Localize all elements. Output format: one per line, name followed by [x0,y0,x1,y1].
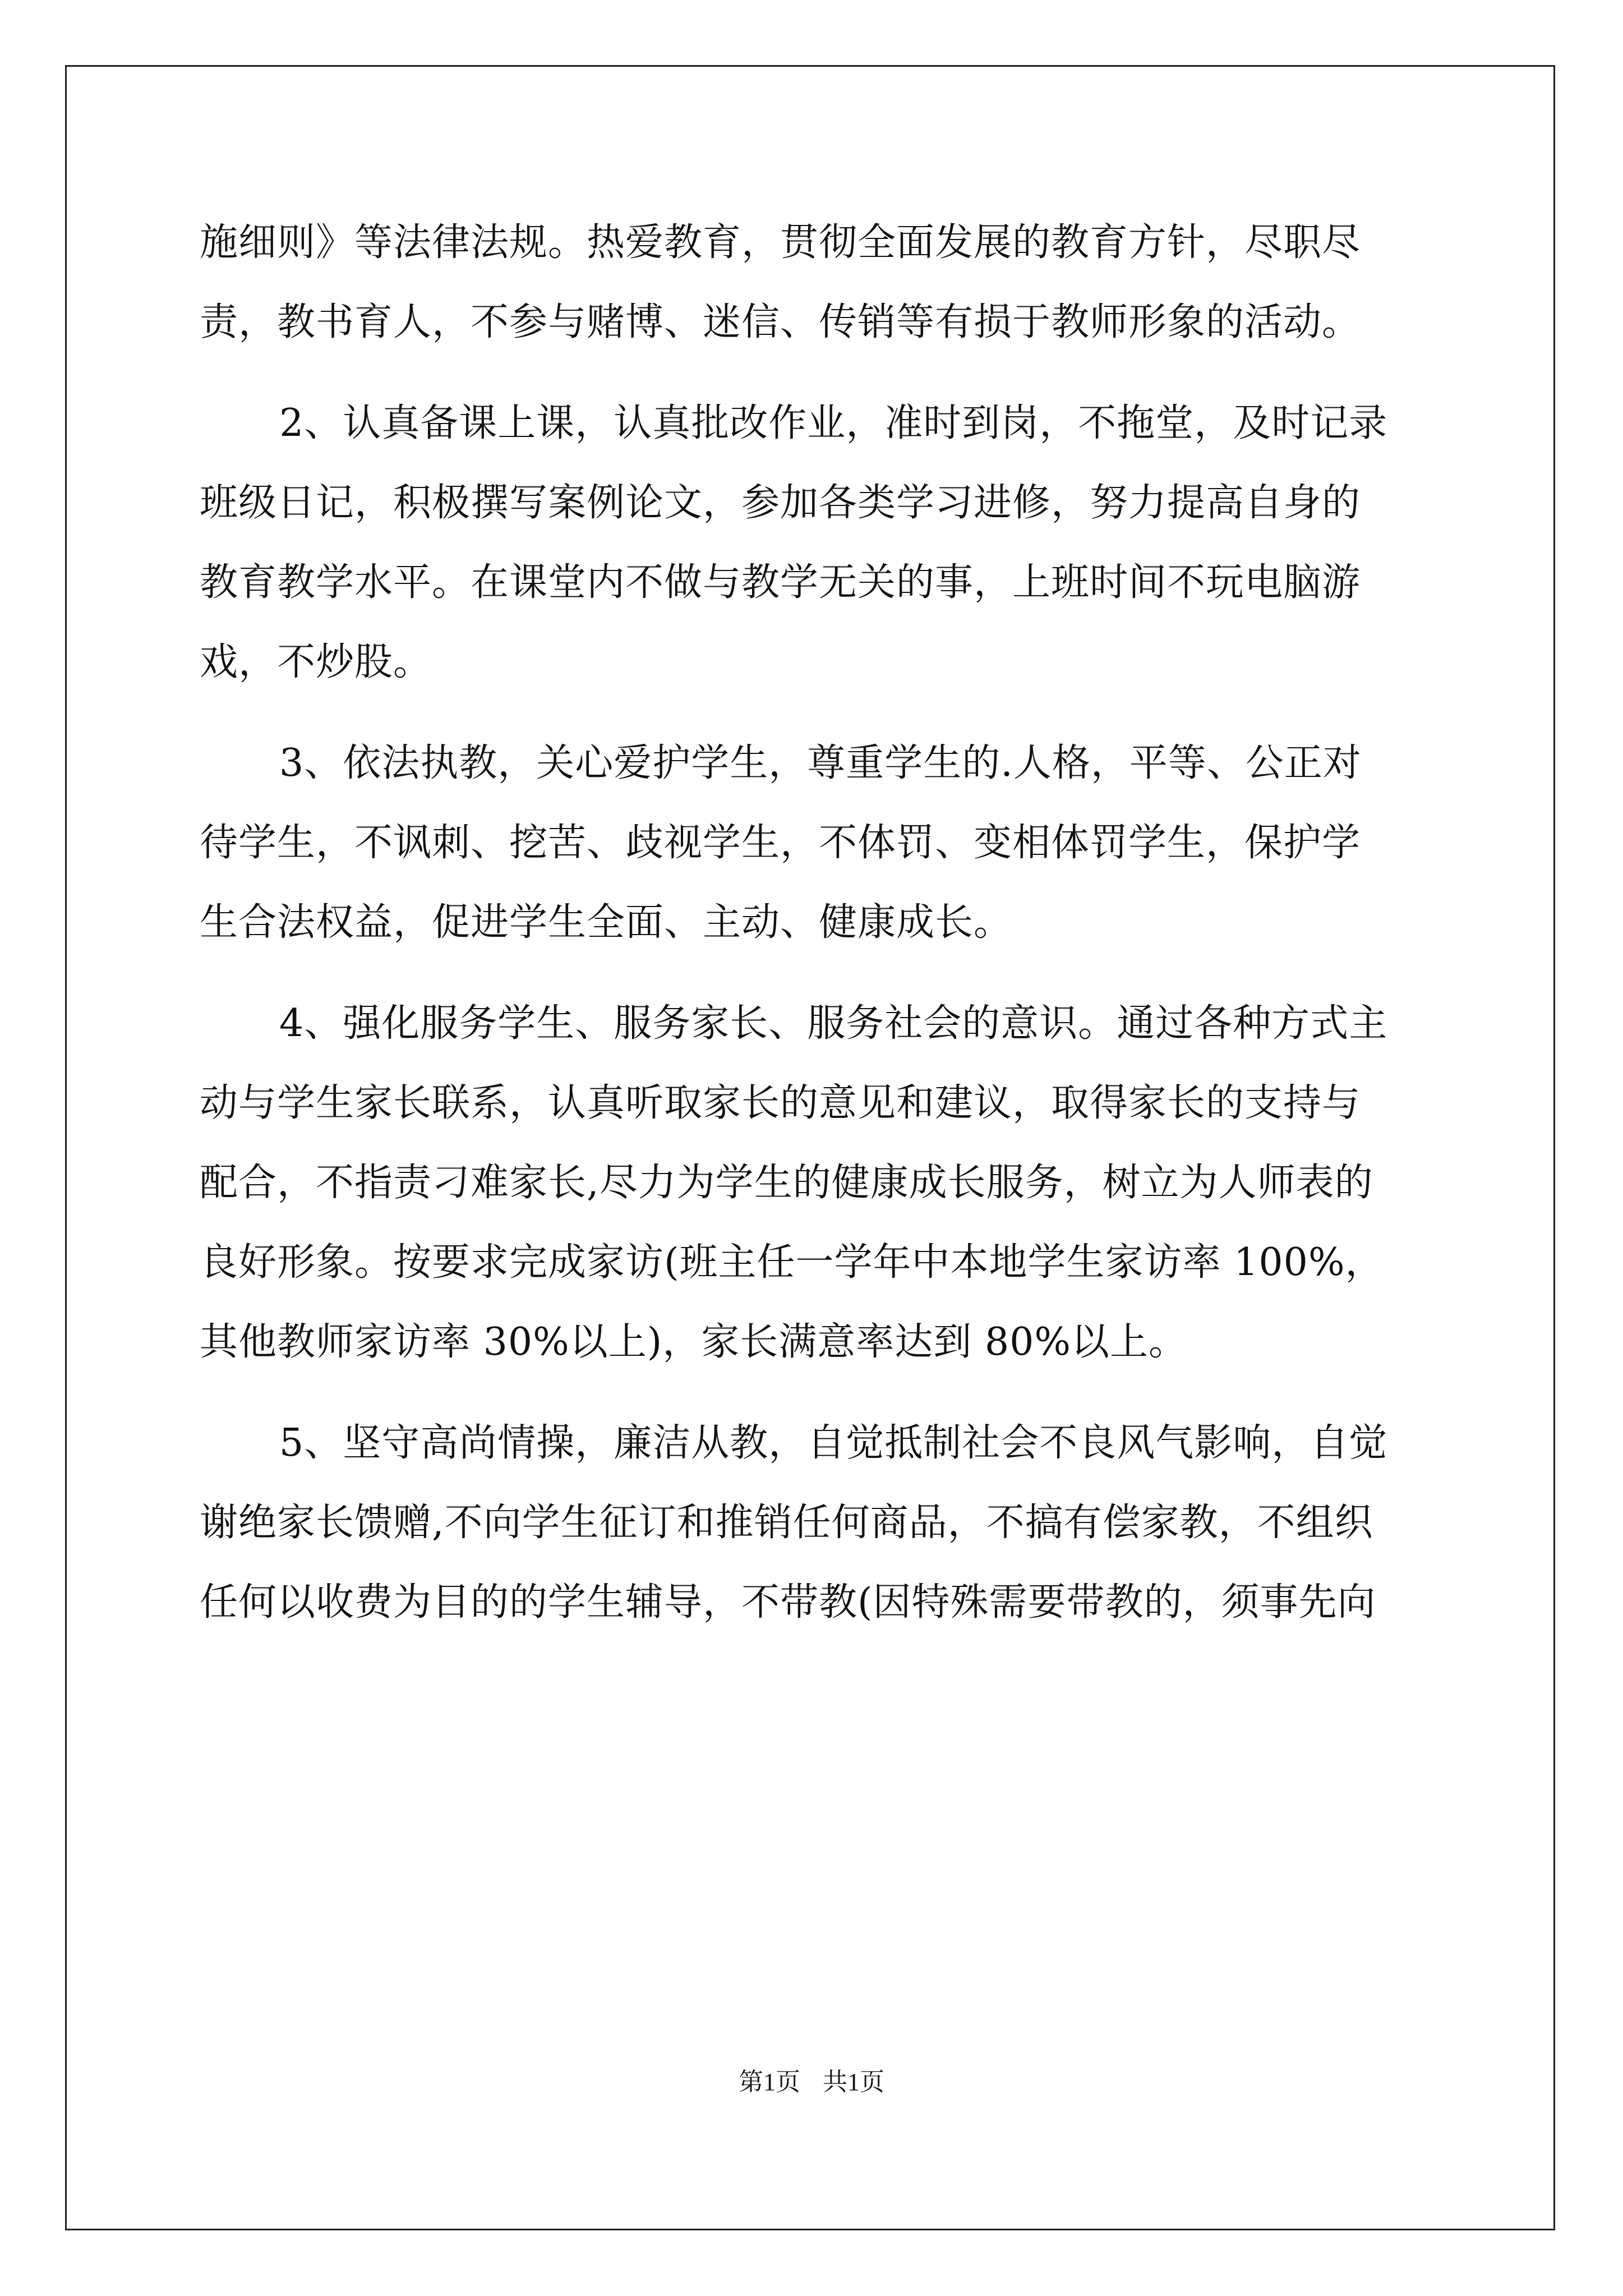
text-line: 动与学生家长联系，认真听取家长的意见和建议，取得家长的支持与 [200,1081,1361,1125]
text-line: 其他教师家访率 30%以上)，家长满意率达到 80%以上。 [200,1320,1188,1364]
text-line: 4、强化服务学生、服务家长、服务社会的意识。通过各种方式主 [279,1001,1388,1046]
document-body [200,203,1422,1664]
page-footer [0,2065,1623,2099]
text-line: 戏，不炒股。 [200,640,432,684]
page-number: 第1页 [739,2068,800,2096]
page-total: 共1页 [823,2068,884,2096]
text-line: 良好形象。按要求完成家访(班主任一学年中本地学生家访率 100%， [200,1240,1384,1285]
text-line: 教育教学水平。在课堂内不做与教学无关的事，上班时间不玩电脑游 [200,560,1361,605]
text-line: 3、依法执教，关心爱护学生，尊重学生的.人格，平等、公正对 [279,741,1362,785]
text-line: 班级日记，积极撰写案例论文，参加各类学习进修，努力提高自身的 [200,481,1361,525]
paragraph-3 [200,724,1422,963]
text-line: 待学生，不讽刺、挖苦、歧视学生，不体罚、变相体罚学生，保护学 [200,821,1361,865]
paragraph-1-continued [200,203,1422,362]
paragraph-5 [200,1404,1422,1642]
text-line: 生合法权益，促进学生全面、主动、健康成长。 [200,900,1013,945]
text-line: 2、认真备课上课，认真批改作业，准时到岗，不拖堂，及时记录 [279,401,1388,445]
paragraph-4 [200,984,1422,1382]
text-line: 任何以收费为目的的学生辅导，不带教(因特殊需要带教的，须事先向 [200,1580,1376,1625]
paragraph-2 [200,384,1422,702]
text-line: 责，教书育人，不参与赌博、迷信、传销等有损于教师形象的活动。 [200,300,1361,344]
text-line: 谢绝家长馈赠,不向学生征订和推销任何商品，不搞有偿家教，不组织 [200,1501,1373,1545]
text-line: 施细则》等法律法规。热爱教育，贯彻全面发展的教育方针，尽职尽 [200,220,1361,265]
text-line: 配合，不指责刁难家长,尽力为学生的健康成长服务，树立为人师表的 [200,1161,1373,1205]
text-line: 5、坚守高尚情操，廉洁从教，自觉抵制社会不良风气影响，自觉 [279,1421,1388,1465]
